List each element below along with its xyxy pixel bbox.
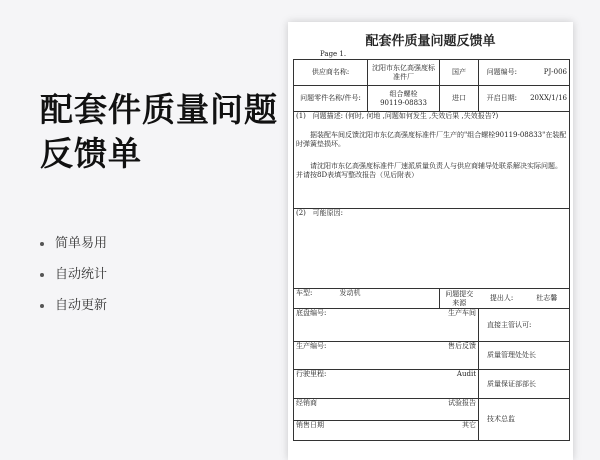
part-label: 问题零件名称/件号: <box>294 86 368 112</box>
feature-item <box>40 267 107 283</box>
origin-domestic: 国产 <box>440 60 479 86</box>
feature-label: 自动更新 <box>55 298 108 313</box>
bullet-icon <box>40 304 44 308</box>
mileage-label: 行驶里程: <box>294 370 368 399</box>
audit-label: Audit <box>368 370 479 399</box>
aftersales-label: 售后反馈 <box>368 342 479 370</box>
source-label: 问题提交来源 <box>440 289 479 309</box>
issue-paragraph: 据装配车间反馈沈阳市东亿高强度标准件厂生产的"组合螺栓90119-08833"在装配时弹簧垫损坏。 <box>296 131 567 148</box>
section-number: (2) <box>296 209 306 217</box>
feature-item <box>40 236 107 252</box>
page-number: Page 1. <box>320 50 347 58</box>
feature-label: 自动统计 <box>55 267 108 282</box>
document-title: 配套件质量问题反馈单 <box>365 34 496 49</box>
section-heading: 可能原因: <box>312 209 343 217</box>
technical-director-label: 技术总监 <box>479 399 570 441</box>
quality-manager-label: 质量管理处处长 <box>479 342 570 370</box>
possible-causes <box>294 209 570 289</box>
issue-paragraph: 请沈阳市东亿高强度标准件厂速派质量负责人与供应商辅导处联系解决实际问题。并请按8D表填写整改报告（见后附表） <box>296 162 562 179</box>
supplier-label: 供应商名称: <box>294 60 368 86</box>
submitter-value: 杜志馨 <box>525 289 570 309</box>
issue-description <box>294 112 570 209</box>
origin-import: 进口 <box>440 86 479 112</box>
workshop-label: 生产车间 <box>368 309 479 342</box>
dealer-label: 经销商 <box>294 399 368 421</box>
problem-no-value: PJ-006 <box>525 60 570 86</box>
part-value <box>368 86 440 112</box>
sale-date-label: 销售日期 <box>294 421 368 441</box>
test-report-label: 试验报告 <box>368 399 479 421</box>
part-name: 组合螺栓 <box>389 89 418 98</box>
supplier-value: 沈阳市东亿高强度标准件厂 <box>368 60 440 86</box>
part-number: 90119-08833 <box>380 98 427 107</box>
production-no-label: 生产编号: <box>294 342 368 370</box>
page-title: 配套件质量问题反馈单 <box>40 90 278 173</box>
submitter-label: 提出人: <box>479 289 525 309</box>
car-type-value: 发动机 <box>338 289 440 309</box>
supervisor-label: 直接主管认可: <box>479 309 570 342</box>
bullet-icon <box>40 242 44 246</box>
quality-assurance-label: 质量保证部部长 <box>479 370 570 399</box>
chassis-label: 底盘编号: <box>294 309 368 342</box>
problem-no-label: 问题编号: <box>479 60 525 86</box>
section-heading: 问题描述: (何时, 何地 ,问题如何发生 ,失效后果 ,失效报告?) <box>312 112 499 120</box>
feature-label: 简单易用 <box>55 236 108 251</box>
open-date-label: 开启日期: <box>479 86 525 112</box>
section-number: (1) <box>296 112 306 120</box>
car-type-label: 车型: <box>294 289 338 309</box>
open-date-value: 20XX/1/16 <box>525 86 570 112</box>
feedback-form-table <box>293 59 570 441</box>
bullet-icon <box>40 273 44 277</box>
feature-list <box>40 236 107 329</box>
feature-item <box>40 298 107 314</box>
other-label: 其它 <box>368 421 479 441</box>
document-preview <box>288 22 573 460</box>
